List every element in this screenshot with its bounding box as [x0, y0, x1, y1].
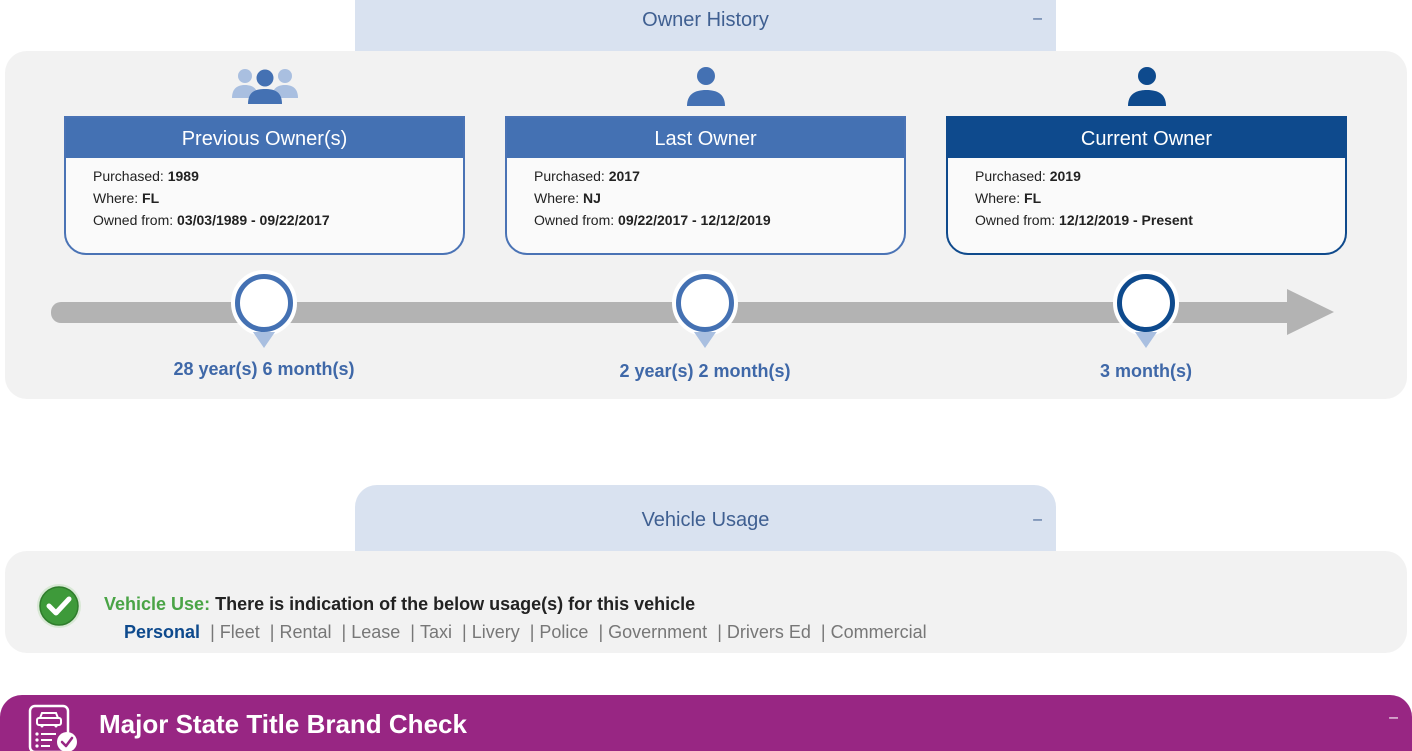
- owned-value: 09/22/2017 - 12/12/2019: [618, 212, 771, 228]
- purchased-label: Purchased:: [93, 168, 168, 184]
- purchased-row: [534, 165, 904, 187]
- owner-card-previous: [64, 116, 465, 255]
- person-icon: [505, 66, 906, 108]
- group-icon: [64, 66, 465, 108]
- vehicle-use-types: [124, 622, 927, 643]
- where-label: Where:: [975, 190, 1025, 206]
- usage-type-livery: Livery: [471, 622, 520, 642]
- timeline-marker-last: [672, 270, 738, 354]
- vehicle-usage-panel: [5, 551, 1407, 653]
- usage-type-police: Police: [539, 622, 589, 642]
- vehicle-usage-collapse-button[interactable]: –: [1033, 511, 1042, 528]
- timeline-marker-previous: [231, 270, 297, 354]
- owned-label: Owned from:: [534, 212, 619, 228]
- owner-history-tab[interactable]: [355, 0, 1056, 51]
- vehicle-usage-tab[interactable]: [355, 485, 1056, 551]
- owned-row: [93, 209, 463, 231]
- owner-card-details: [507, 158, 904, 231]
- purchased-value: 2017: [608, 168, 640, 184]
- car-checklist-icon: [26, 704, 78, 751]
- usage-type-fleet: Fleet: [219, 622, 260, 642]
- vehicle-usage-title: Vehicle Usage: [641, 509, 770, 531]
- title-brand-collapse-button[interactable]: –: [1389, 709, 1398, 726]
- usage-type-commercial: Commercial: [830, 622, 927, 642]
- where-label: Where:: [534, 190, 584, 206]
- timeline-marker-ring: [231, 270, 297, 336]
- title-brand-check-title: Major State Title Brand Check: [99, 709, 467, 739]
- usage-type-taxi: Taxi: [419, 622, 452, 642]
- owner-card-details: [948, 158, 1345, 231]
- usage-separator: |: [269, 622, 275, 642]
- purchased-label: Purchased:: [534, 168, 609, 184]
- title-brand-check-header[interactable]: [0, 695, 1412, 751]
- where-row: [534, 187, 904, 209]
- owner-card-title: Current Owner: [948, 118, 1345, 158]
- owner-card-current: [946, 116, 1347, 255]
- usage-separator: |: [529, 622, 535, 642]
- purchased-row: [93, 165, 463, 187]
- usage-type-drivers-ed: Drivers Ed: [726, 622, 811, 642]
- owned-label: Owned from:: [93, 212, 178, 228]
- owned-row: [975, 209, 1345, 231]
- check-circle-icon: [36, 583, 82, 629]
- usage-type-personal: Personal: [124, 622, 201, 642]
- vehicle-use-label: Vehicle Use:: [104, 594, 211, 614]
- purchased-value: 1989: [167, 168, 199, 184]
- owner-duration-last: 2 year(s) 2 month(s): [619, 361, 791, 381]
- usage-type-rental: Rental: [279, 622, 332, 642]
- owner-card-title: Last Owner: [507, 118, 904, 158]
- owned-row: [534, 209, 904, 231]
- timeline-marker-ring: [672, 270, 738, 336]
- owned-label: Owned from:: [975, 212, 1060, 228]
- usage-type-government: Government: [608, 622, 708, 642]
- owner-duration-current: 3 month(s): [1100, 361, 1192, 381]
- owner-card-details: [66, 158, 463, 231]
- usage-separator: |: [210, 622, 215, 642]
- timeline-pin-icon: [694, 332, 716, 348]
- usage-separator: |: [820, 622, 826, 642]
- where-row: [93, 187, 463, 209]
- purchased-value: 2019: [1049, 168, 1081, 184]
- owner-card-title: Previous Owner(s): [66, 118, 463, 158]
- owner-duration-previous: 28 year(s) 6 month(s): [173, 359, 355, 379]
- vehicle-use-text: There is indication of the below usage(s) for this vehicle: [215, 594, 696, 614]
- timeline-arrow-icon: [1287, 289, 1334, 335]
- timeline-pin-icon: [253, 332, 275, 348]
- usage-separator: |: [598, 622, 604, 642]
- owned-value: 03/03/1989 - 09/22/2017: [177, 212, 330, 228]
- usage-separator: |: [462, 622, 467, 642]
- owned-value: 12/12/2019 - Present: [1059, 212, 1193, 228]
- vehicle-use-statement: [104, 594, 695, 615]
- owner-history-collapse-button[interactable]: –: [1033, 10, 1042, 27]
- person-icon: [946, 66, 1347, 108]
- usage-separator: |: [341, 622, 347, 642]
- owner-card-last: [505, 116, 906, 255]
- where-row: [975, 187, 1345, 209]
- timeline-marker-ring: [1113, 270, 1179, 336]
- timeline-pin-icon: [1135, 332, 1157, 348]
- owner-history-title: Owner History: [642, 9, 769, 31]
- where-value: NJ: [583, 190, 601, 206]
- where-label: Where:: [93, 190, 143, 206]
- timeline-marker-current: [1113, 270, 1179, 354]
- purchased-label: Purchased:: [975, 168, 1050, 184]
- usage-type-lease: Lease: [351, 622, 401, 642]
- purchased-row: [975, 165, 1345, 187]
- usage-separator: |: [717, 622, 722, 642]
- owner-history-panel: [5, 51, 1407, 399]
- where-value: FL: [1024, 190, 1042, 206]
- where-value: FL: [142, 190, 160, 206]
- usage-separator: |: [410, 622, 415, 642]
